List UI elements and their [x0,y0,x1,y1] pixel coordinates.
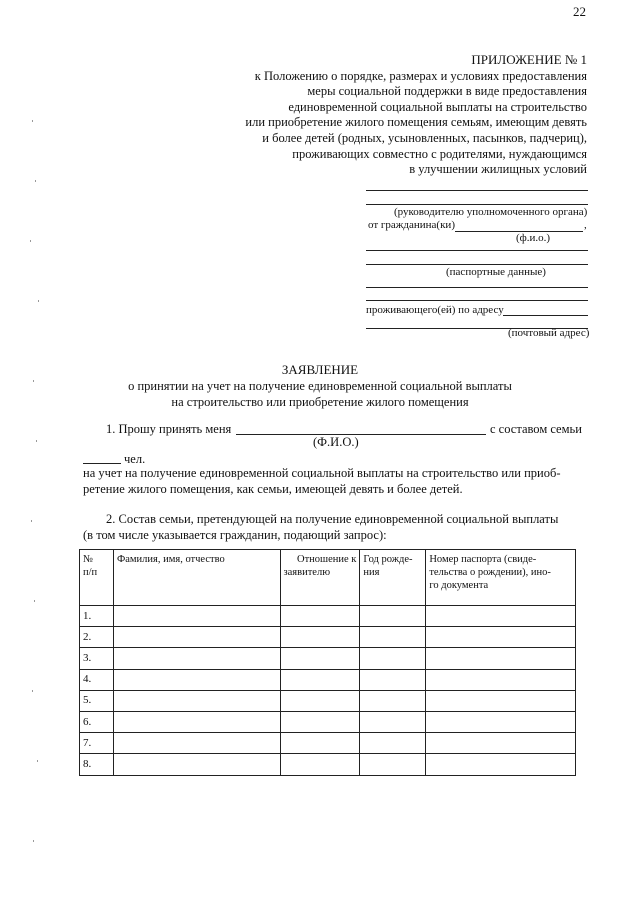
document-cell[interactable] [426,648,576,669]
row-number: 7. [80,733,114,754]
scan-speck [37,760,38,762]
item1-prefix: 1. Прошу принять меня [106,422,232,436]
row-number: 1. [80,606,114,627]
document-cell[interactable] [426,733,576,754]
scan-speck [31,520,32,522]
header-document: Номер паспорта (свиде- тельства о рождении), ино- го документа [426,550,576,606]
birth-year-cell[interactable] [360,648,426,669]
item1-fio-line[interactable] [236,434,486,435]
passport-line-4[interactable] [366,300,588,301]
scan-speck [35,180,36,182]
from-label: от гражданина(ки) [368,219,455,231]
relation-cell[interactable] [280,733,360,754]
scan-speck [33,840,34,842]
scan-speck [34,600,35,602]
name-cell[interactable] [113,711,280,732]
from-comma: , [584,219,587,231]
header-name: Фамилия, имя, отчество [113,550,280,606]
name-cell[interactable] [113,669,280,690]
name-cell[interactable] [113,606,280,627]
table-row [80,733,576,754]
scan-speck [30,240,31,242]
postal-caption: (почтовый адрес) [508,327,590,339]
name-cell[interactable] [113,627,280,648]
relation-cell[interactable] [280,627,360,648]
table-header-row [80,550,576,606]
birth-year-cell[interactable] [360,690,426,711]
name-cell[interactable] [113,690,280,711]
appendix-line: меры социальной поддержки в виде предоставления [307,84,587,99]
relation-cell[interactable] [280,690,360,711]
row-number: 6. [80,711,114,732]
item1-text: на учет на получение единовременной социальной выплаты на строительство или приоб- [83,466,561,480]
recipient-line-1[interactable] [366,190,588,191]
table-row [80,606,576,627]
address-line-1[interactable] [503,315,588,316]
row-number: 4. [80,669,114,690]
relation-cell[interactable] [280,648,360,669]
header-birth-year: Год рожде- ния [360,550,426,606]
relation-cell[interactable] [280,754,360,775]
scan-speck [33,380,34,382]
recipient-line-2[interactable] [366,204,588,205]
passport-line-3[interactable] [366,287,588,288]
page-number: 22 [573,4,586,19]
row-number: 2. [80,627,114,648]
appendix-line: единовременной социальной выплаты на строительство [288,99,587,114]
item1-text: ретение жилого помещения, как семьи, имеющей девять и более детей. [83,482,463,496]
row-number: 3. [80,648,114,669]
document-cell[interactable] [426,627,576,648]
item2-text: (в том числе указывается гражданин, подающий запрос): [83,528,387,542]
statement-subtitle: о принятии на учет на получение единовременной социальной выплаты [128,379,512,393]
appendix-line: и более детей (родных, усыновленных, пасынков, падчериц), [262,130,587,145]
table-row [80,754,576,775]
table-row [80,711,576,732]
item1-suffix: с составом семьи [490,422,582,436]
appendix-heading: ПРИЛОЖЕНИЕ № 1 [471,52,587,67]
fio-caption: (ф.и.о.) [516,232,551,244]
item1-count-line[interactable] [83,463,121,464]
header-relation: Отношение к заявителю [280,550,360,606]
document-cell[interactable] [426,606,576,627]
scan-speck [32,690,33,692]
birth-year-cell[interactable] [360,733,426,754]
family-table [79,549,576,776]
document-cell[interactable] [426,711,576,732]
scan-speck [36,440,37,442]
name-cell[interactable] [113,754,280,775]
passport-caption: (паспортные данные) [446,266,546,278]
document-cell[interactable] [426,690,576,711]
document-cell[interactable] [426,669,576,690]
name-cell[interactable] [113,733,280,754]
appendix-line: или приобретение жилого помещения семьям, имеющим девять [245,115,587,130]
statement-subtitle: на строительство или приобретение жилого помещения [171,395,469,409]
appendix-block [167,52,587,178]
relation-cell[interactable] [280,711,360,732]
relation-cell[interactable] [280,606,360,627]
table-row [80,669,576,690]
appendix-line: к Положению о порядке, размерах и условиях предоставления [254,68,587,83]
passport-line-2[interactable] [366,264,588,265]
item2-text: 2. Состав семьи, претендующей на получение единовременной социальной выплаты [106,512,559,526]
birth-year-cell[interactable] [360,711,426,732]
passport-line-1[interactable] [366,250,588,251]
name-cell[interactable] [113,648,280,669]
recipient-caption: (руководителю уполномоченного органа) [394,206,588,218]
birth-year-cell[interactable] [360,606,426,627]
item1-fio-caption: (Ф.И.О.) [313,435,359,449]
scan-speck [32,120,33,122]
birth-year-cell[interactable] [360,754,426,775]
birth-year-cell[interactable] [360,627,426,648]
birth-year-cell[interactable] [360,669,426,690]
scan-speck [38,300,39,302]
statement-title: ЗАЯВЛЕНИЕ [281,362,359,377]
table-row [80,648,576,669]
relation-cell[interactable] [280,669,360,690]
document-cell[interactable] [426,754,576,775]
table-row [80,690,576,711]
statement-title-block [0,362,640,410]
row-number: 8. [80,754,114,775]
residing-label: проживающего(ей) по адресу [366,304,504,316]
table-row [80,627,576,648]
appendix-line: проживающих совместно с родителями, нуждающимся [292,146,587,161]
row-number: 5. [80,690,114,711]
appendix-line: в улучшении жилищных условий [409,162,587,177]
item1-persons: чел. [124,452,146,466]
header-num: № п/п [80,550,114,606]
